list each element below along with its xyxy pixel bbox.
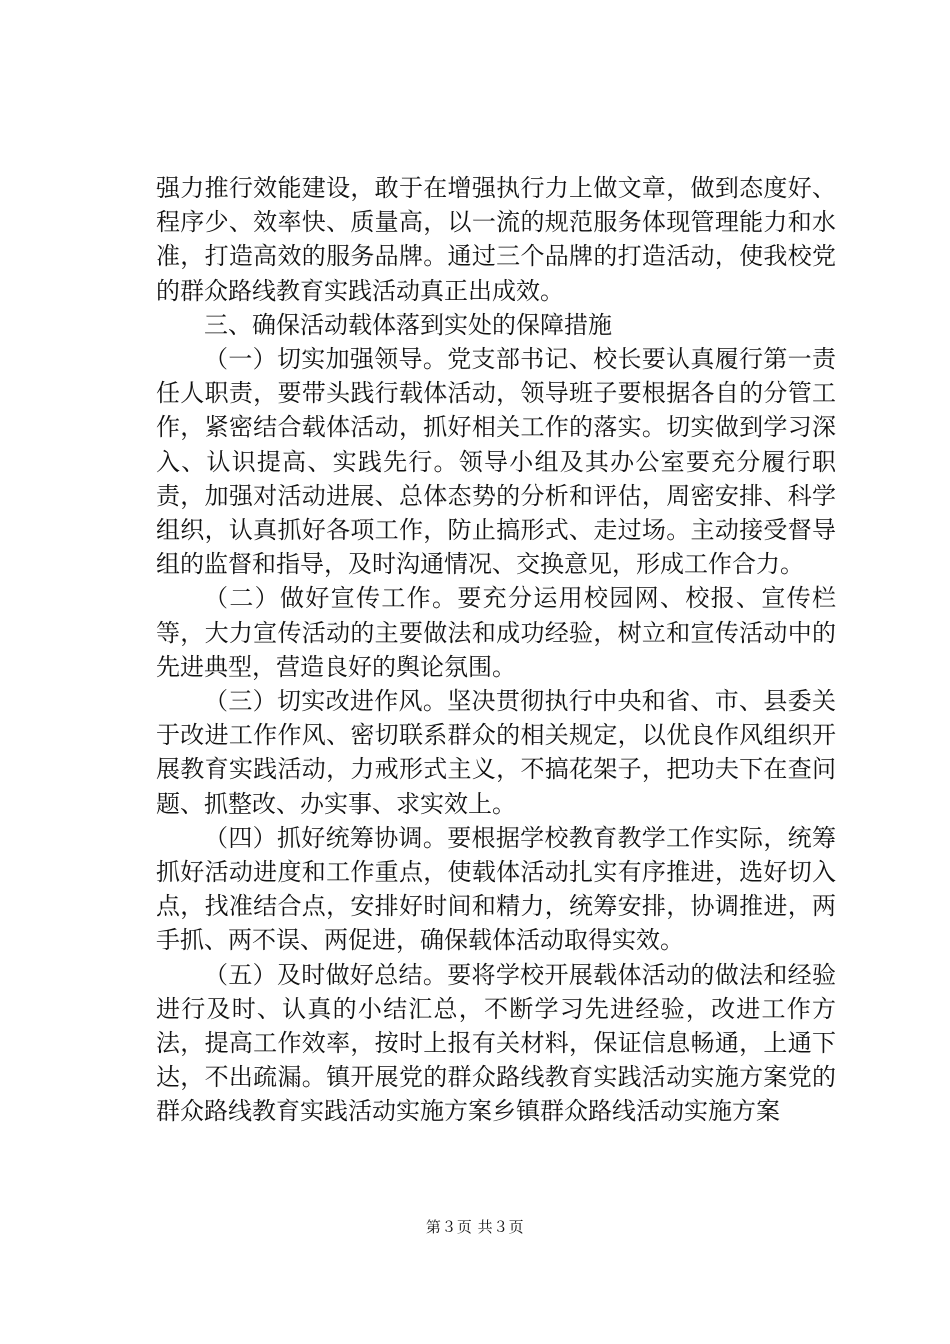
paragraph-work-style: （三）切实改进作风。坚决贯彻执行中央和省、市、县委关于改进工作作风、密切联系群众的相关规定，以优良作风组织开展教育实践活动，力戒形式主义，不搞花架子，把功夫下在查问题、抓整改、办实事、求实效上。 (156, 687, 836, 818)
paragraph-summary: （五）及时做好总结。要将学校开展载体活动的做法和经验进行及时、认真的小结汇总，不断学习先进经验，改进工作方法，提高工作效率，按时上报有关材料，保证信息畅通，上通下达，不出疏漏。镇开展党的群众路线教育实践活动实施方案党的群众路线教育实践活动实施方案乡镇群众路线活动实施方案 (156, 960, 836, 1126)
document-body (156, 171, 836, 1129)
page-number-footer: 第３页 共３页 (425, 1218, 525, 1236)
section-heading: 三、确保活动载体落到实处的保障措施 (204, 310, 612, 339)
paragraph-publicity: （二）做好宣传工作。要充分运用校园网、校报、宣传栏等，大力宣传活动的主要做法和成功经验，树立和宣传活动中的先进典型，营造良好的舆论氛围。 (156, 584, 836, 681)
paragraph-leadership: （一）切实加强领导。党支部书记、校长要认真履行第一责任人职责，要带头践行载体活动，领导班子要根据各自的分管工作，紧密结合载体活动，抓好相关工作的落实。切实做到学习深入、认识提高、实践先行。领导小组及其办公室要充分履行职责，加强对活动进展、总体态势的分析和评估，周密安排、科学组织，认真抓好各项工作，防止搞形式、走过场。主动接受督导组的监督和指导，及时沟通情况、交换意见，形成工作合力。 (156, 345, 836, 579)
paragraph-continuation: 强力推行效能建设，敢于在增强执行力上做文章，做到态度好、程序少、效率快、质量高，以一流的规范服务体现管理能力和水准，打造高效的服务品牌。通过三个品牌的打造活动，使我校党的群众路线教育实践活动真正出成效。 (156, 174, 836, 305)
paragraph-coordination: （四）抓好统筹协调。要根据学校教育教学工作实际，统筹抓好活动进度和工作重点，使载体活动扎实有序推进，选好切入点，找准结合点，安排好时间和精力，统筹安排，协调推进，两手抓、两不误、两促进，确保载体活动取得实效。 (156, 823, 836, 955)
